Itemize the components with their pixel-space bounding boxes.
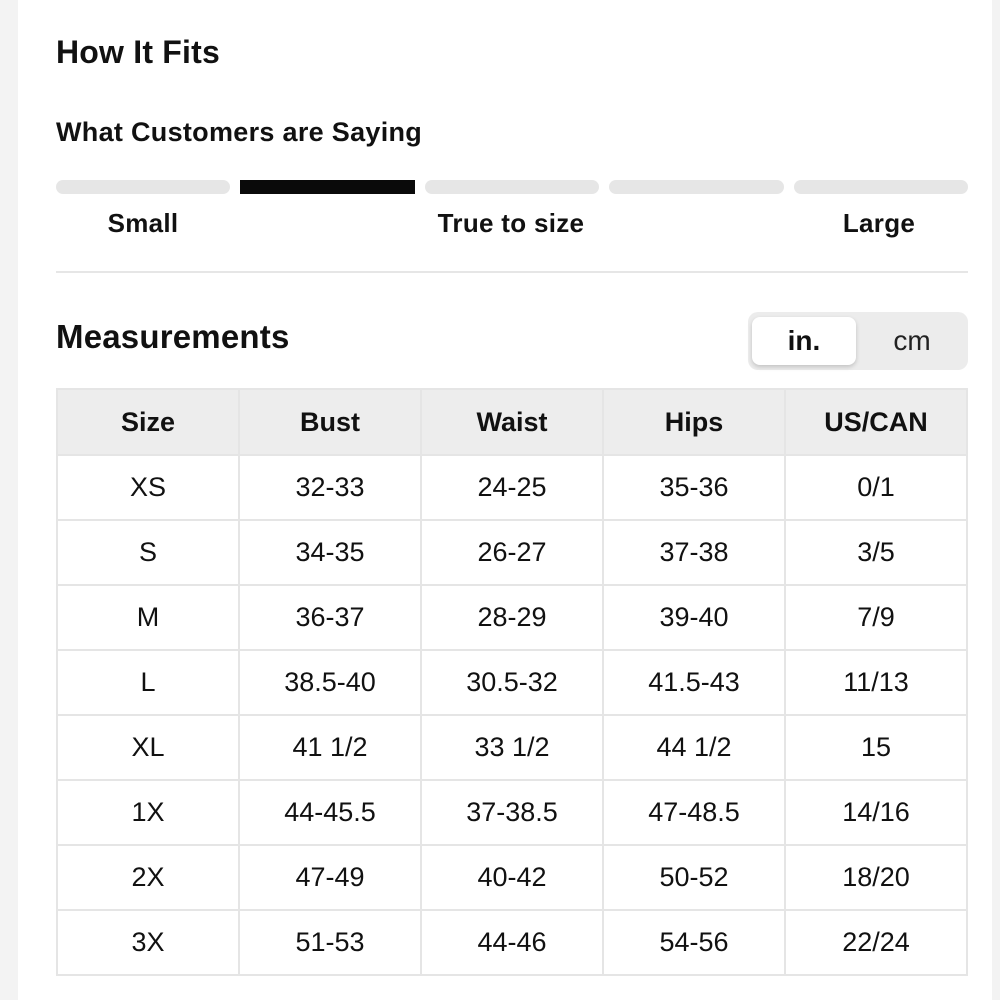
waist-cell: 44-46 bbox=[421, 910, 603, 975]
fit-segment-1 bbox=[56, 180, 230, 194]
size-cell: M bbox=[57, 585, 239, 650]
us-can-cell: 3/5 bbox=[785, 520, 967, 585]
fit-segment-4 bbox=[609, 180, 783, 194]
waist-cell: 24-25 bbox=[421, 455, 603, 520]
hips-cell: 35-36 bbox=[603, 455, 785, 520]
us-can-cell: 11/13 bbox=[785, 650, 967, 715]
fit-segment-2-active bbox=[240, 180, 414, 194]
size-cell: XL bbox=[57, 715, 239, 780]
fit-label-large: Large bbox=[842, 208, 916, 238]
size-cell: 3X bbox=[57, 910, 239, 975]
fit-rating-bar bbox=[56, 180, 968, 194]
customers-saying-heading: What Customers are Saying bbox=[56, 117, 423, 147]
size-cell: S bbox=[57, 520, 239, 585]
column-header-bust: Bust bbox=[239, 389, 421, 455]
column-header-us-can: US/CAN bbox=[785, 389, 967, 455]
waist-cell: 30.5-32 bbox=[421, 650, 603, 715]
waist-cell: 33 1/2 bbox=[421, 715, 603, 780]
waist-cell: 28-29 bbox=[421, 585, 603, 650]
bust-cell: 38.5-40 bbox=[239, 650, 421, 715]
size-cell: 2X bbox=[57, 845, 239, 910]
unit-centimeters-button[interactable]: cm bbox=[893, 325, 931, 356]
column-header-hips: Hips bbox=[603, 389, 785, 455]
us-can-cell: 14/16 bbox=[785, 780, 967, 845]
size-cell: L bbox=[57, 650, 239, 715]
hips-cell: 44 1/2 bbox=[603, 715, 785, 780]
hips-cell: 47-48.5 bbox=[603, 780, 785, 845]
table-row bbox=[57, 845, 967, 910]
table-row bbox=[57, 910, 967, 975]
us-can-cell: 7/9 bbox=[785, 585, 967, 650]
table-row bbox=[57, 780, 967, 845]
table-row bbox=[57, 520, 967, 585]
hips-cell: 50-52 bbox=[603, 845, 785, 910]
how-it-fits-heading: How It Fits bbox=[56, 34, 220, 70]
section-divider bbox=[56, 271, 968, 273]
hips-cell: 39-40 bbox=[603, 585, 785, 650]
bust-cell: 44-45.5 bbox=[239, 780, 421, 845]
bust-cell: 47-49 bbox=[239, 845, 421, 910]
hips-cell: 41.5-43 bbox=[603, 650, 785, 715]
table-header-row bbox=[57, 389, 967, 455]
hips-cell: 37-38 bbox=[603, 520, 785, 585]
measurements-heading: Measurements bbox=[56, 318, 290, 355]
fit-label-small: Small bbox=[107, 208, 179, 238]
size-chart-table bbox=[56, 388, 968, 976]
fit-label-true-to-size: True to size bbox=[437, 208, 585, 238]
unit-inches-button[interactable]: in. bbox=[752, 317, 856, 365]
table-row bbox=[57, 650, 967, 715]
waist-cell: 26-27 bbox=[421, 520, 603, 585]
table-row bbox=[57, 715, 967, 780]
table-row bbox=[57, 585, 967, 650]
size-cell: 1X bbox=[57, 780, 239, 845]
bust-cell: 34-35 bbox=[239, 520, 421, 585]
bust-cell: 41 1/2 bbox=[239, 715, 421, 780]
bust-cell: 36-37 bbox=[239, 585, 421, 650]
bust-cell: 51-53 bbox=[239, 910, 421, 975]
column-header-size: Size bbox=[57, 389, 239, 455]
hips-cell: 54-56 bbox=[603, 910, 785, 975]
us-can-cell: 18/20 bbox=[785, 845, 967, 910]
us-can-cell: 0/1 bbox=[785, 455, 967, 520]
column-header-waist: Waist bbox=[421, 389, 603, 455]
size-guide-panel bbox=[18, 0, 992, 1000]
fit-segment-3 bbox=[425, 180, 599, 194]
bust-cell: 32-33 bbox=[239, 455, 421, 520]
waist-cell: 40-42 bbox=[421, 845, 603, 910]
unit-toggle bbox=[748, 312, 968, 370]
waist-cell: 37-38.5 bbox=[421, 780, 603, 845]
us-can-cell: 22/24 bbox=[785, 910, 967, 975]
size-cell: XS bbox=[57, 455, 239, 520]
us-can-cell: 15 bbox=[785, 715, 967, 780]
fit-segment-5 bbox=[794, 180, 968, 194]
table-row bbox=[57, 455, 967, 520]
